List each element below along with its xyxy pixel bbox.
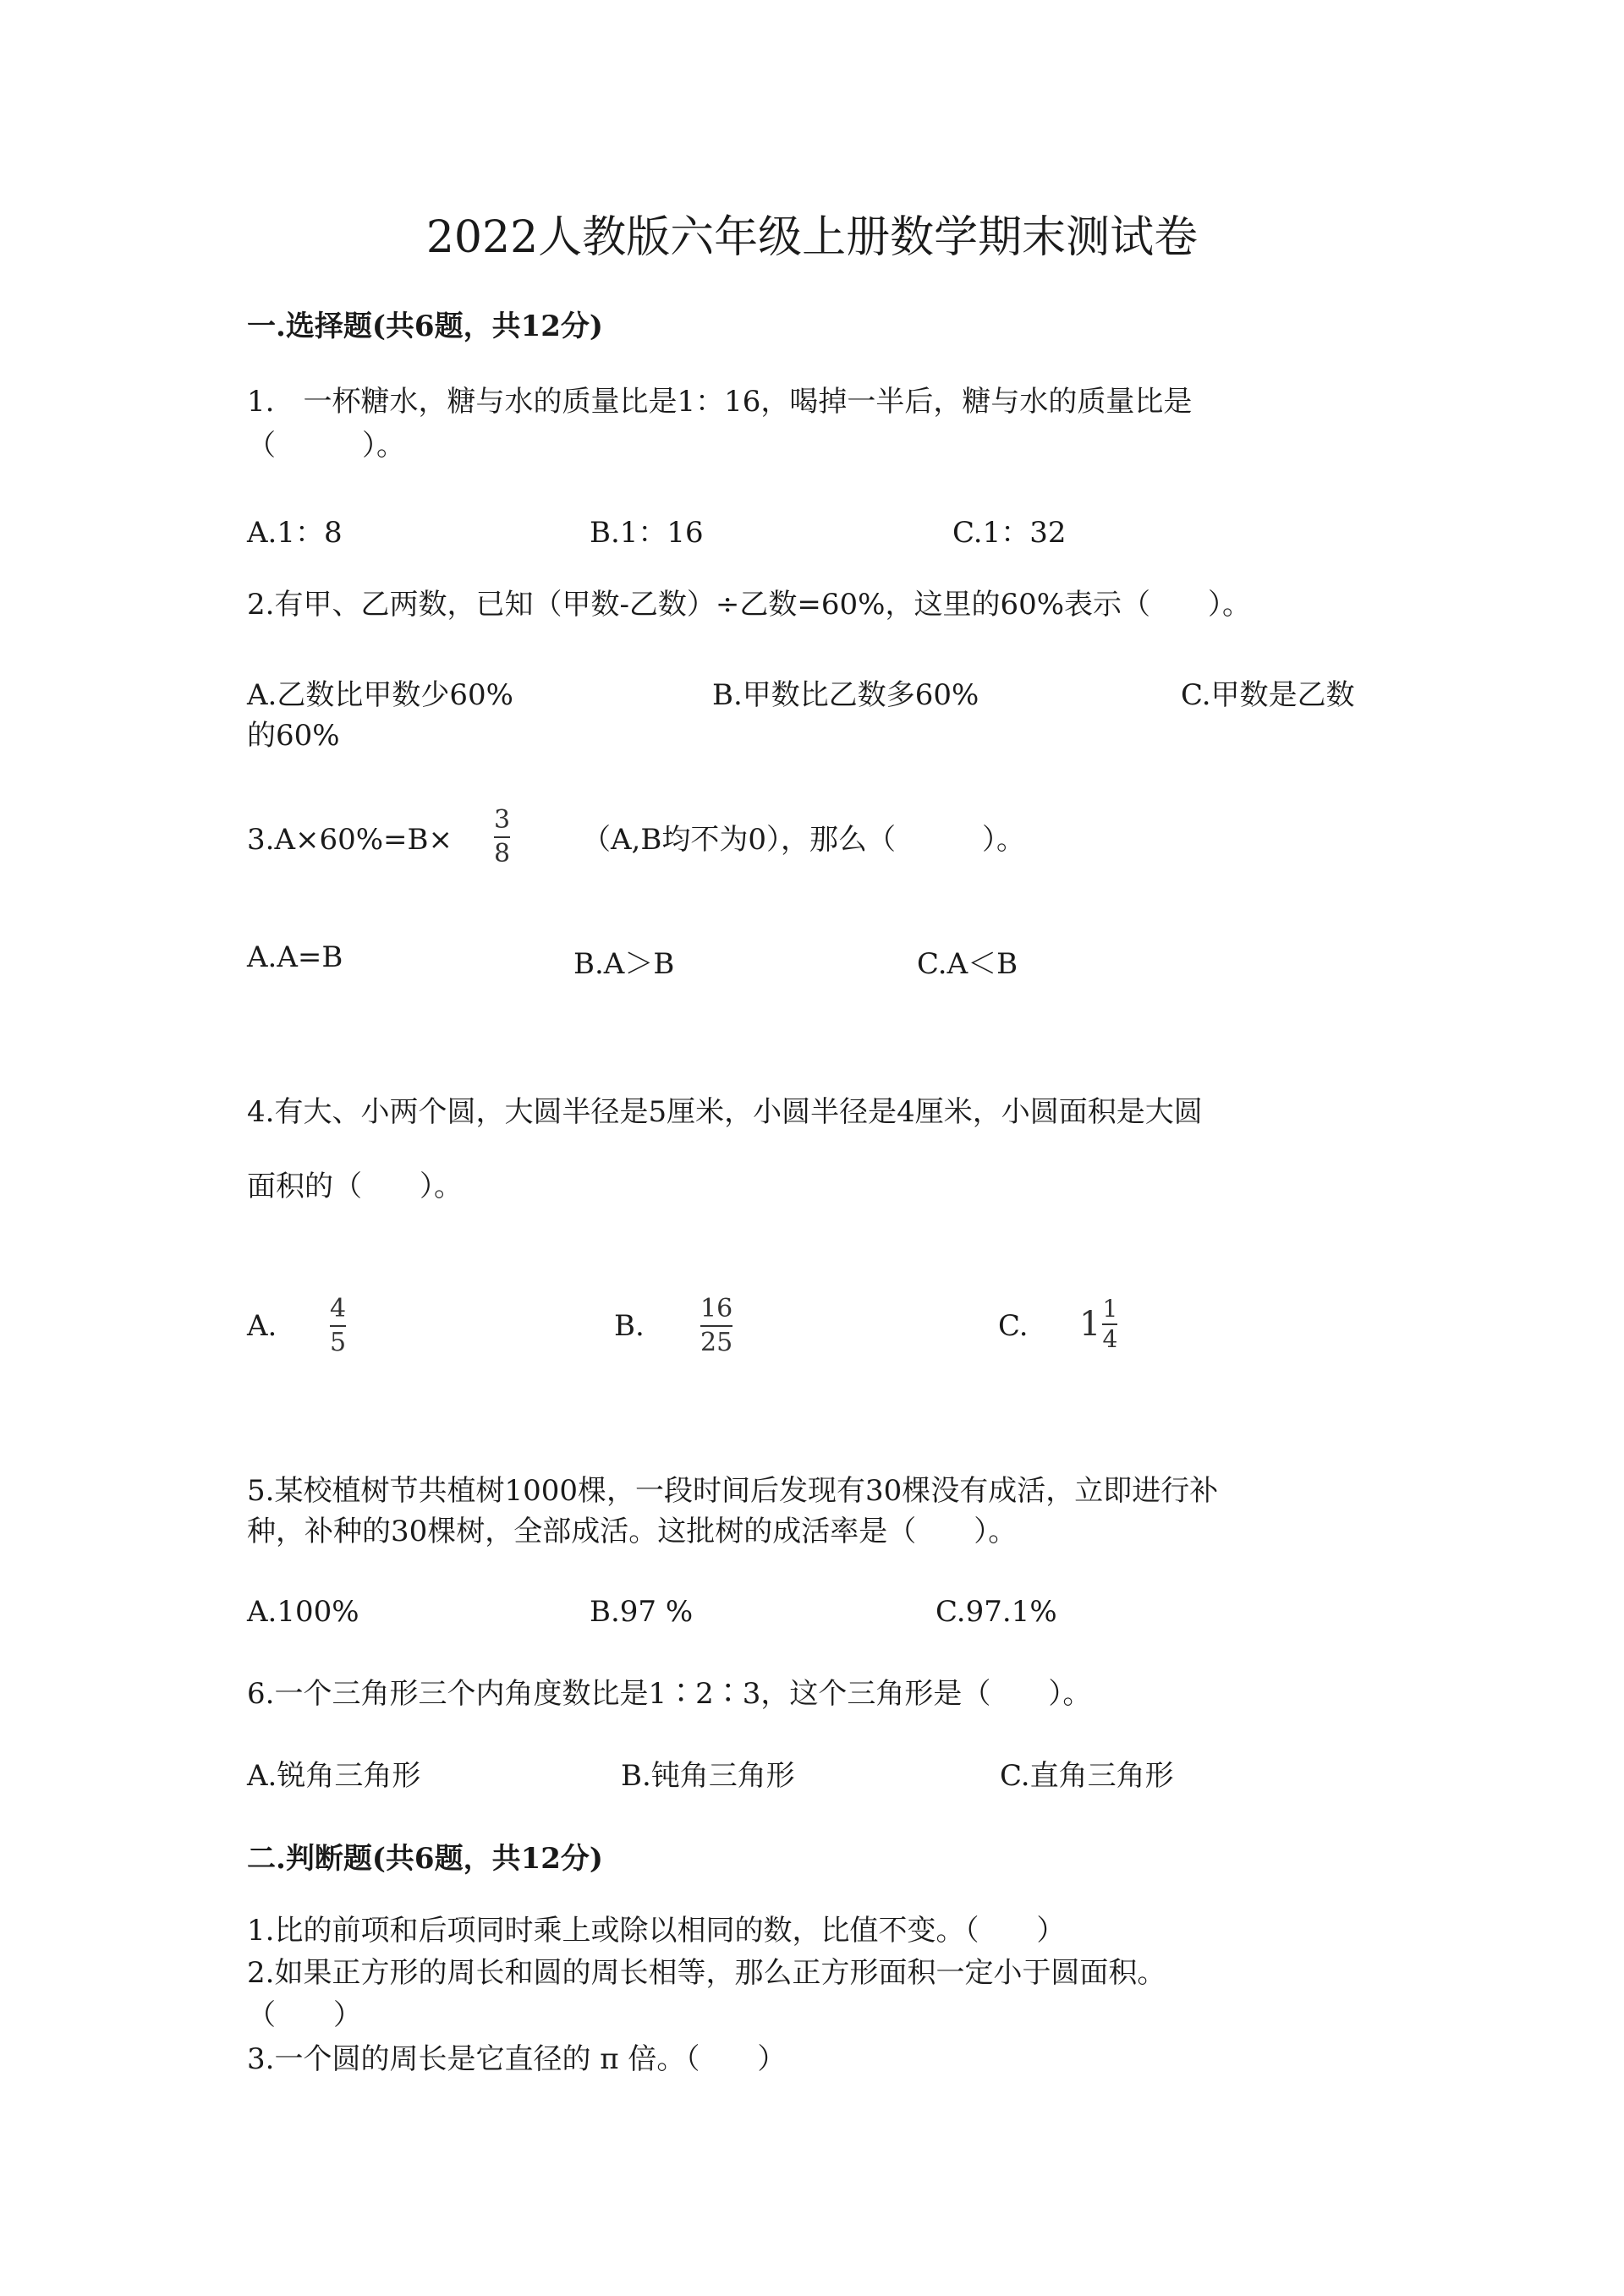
question-2-line1: 2.有甲、乙两数，已知（甲数-乙数）÷乙数=60%，这里的60%表示（ ）。	[247, 588, 1252, 622]
question-1-option-b: B.1：16	[590, 516, 704, 550]
question-1-line1: 1. 一杯糖水，糖与水的质量比是1：16，喝掉一半后，糖与水的质量比是	[247, 385, 1193, 419]
fraction-numerator: 3	[494, 805, 511, 835]
judgment-2-line1: 2.如果正方形的周长和圆的周长相等，那么正方形面积一定小于圆面积。	[247, 1956, 1166, 1990]
question-1-option-c: C.1：32	[952, 516, 1067, 550]
question-2-option-c-continued: 的60%	[247, 719, 340, 753]
judgment-2-line2: （ ）	[247, 1998, 362, 2032]
fraction-numerator: 4	[330, 1294, 347, 1323]
question-5-line2: 种，补种的30棵树，全部成活。这批树的成活率是（ ）。	[247, 1515, 1018, 1548]
question-3-option-c: C.A＜B	[917, 947, 1018, 981]
question-6-line1: 6.一个三角形三个内角度数比是1∶2∶3，这个三角形是（ ）。	[247, 1677, 1092, 1711]
question-4-option-a-label: A.	[247, 1309, 277, 1343]
question-5-line1: 5.某校植树节共植树1000棵，一段时间后发现有30棵没有成活，立即进行补	[247, 1474, 1219, 1508]
fraction-bar	[494, 836, 510, 838]
fraction-denominator: 5	[330, 1328, 347, 1357]
question-1-line2: （ ）。	[247, 429, 405, 463]
fraction-numerator: 1	[1102, 1295, 1118, 1323]
section-heading-choice: 一.选择题(共6题，共12分)	[247, 310, 603, 343]
question-1-option-a: A.1：8	[247, 516, 343, 550]
question-3-suffix: （A,B均不为0），那么（ ）。	[582, 823, 1025, 857]
fraction-denominator: 25	[700, 1328, 733, 1357]
question-4-line1: 4.有大、小两个圆，大圆半径是5厘米，小圆半径是4厘米，小圆面积是大圆	[247, 1095, 1203, 1129]
question-4-option-b-fraction	[700, 1294, 732, 1358]
judgment-1: 1.比的前项和后项同时乘上或除以相同的数，比值不变。（ ）	[247, 1914, 1066, 1948]
question-4-option-b-label: B.	[614, 1309, 645, 1343]
question-6-option-c: C.直角三角形	[1000, 1759, 1174, 1793]
question-4-option-a-fraction	[330, 1294, 346, 1358]
fraction-bar	[700, 1325, 732, 1327]
fraction-denominator: 4	[1102, 1325, 1118, 1353]
question-3-option-a: A.A=B	[247, 940, 343, 974]
question-2-option-c: C.甲数是乙数	[1181, 678, 1355, 712]
question-3-option-b: B.A＞B	[573, 947, 675, 981]
mixed-fraction	[1102, 1296, 1117, 1353]
mixed-whole: 1	[1079, 1305, 1101, 1344]
question-2-option-b: B.甲数比乙数多60%	[712, 678, 979, 712]
page-title: 2022人教版六年级上册数学期末测试卷	[425, 212, 1199, 263]
question-5-option-b: B.97 %	[590, 1595, 694, 1629]
question-3-fraction	[494, 805, 510, 869]
question-4-line2: 面积的（ ）。	[247, 1170, 463, 1203]
question-4-option-c-label: C.	[998, 1309, 1029, 1343]
question-4-option-c-mixed-number	[1079, 1296, 1117, 1353]
question-3-prefix: 3.A×60%=B×	[247, 823, 453, 857]
question-5-option-c: C.97.1%	[935, 1595, 1057, 1629]
section-heading-judgment: 二.判断题(共6题，共12分)	[247, 1842, 603, 1876]
question-6-option-b: B.钝角三角形	[621, 1759, 795, 1793]
question-6-option-a: A.锐角三角形	[247, 1759, 421, 1793]
question-5-option-a: A.100%	[247, 1595, 359, 1629]
fraction-numerator: 16	[700, 1294, 733, 1323]
fraction-denominator: 8	[494, 839, 511, 869]
judgment-3: 3.一个圆的周长是它直径的 π 倍。（ ）	[247, 2042, 787, 2076]
question-2-option-a: A.乙数比甲数少60%	[247, 678, 513, 712]
fraction-bar	[330, 1325, 346, 1327]
